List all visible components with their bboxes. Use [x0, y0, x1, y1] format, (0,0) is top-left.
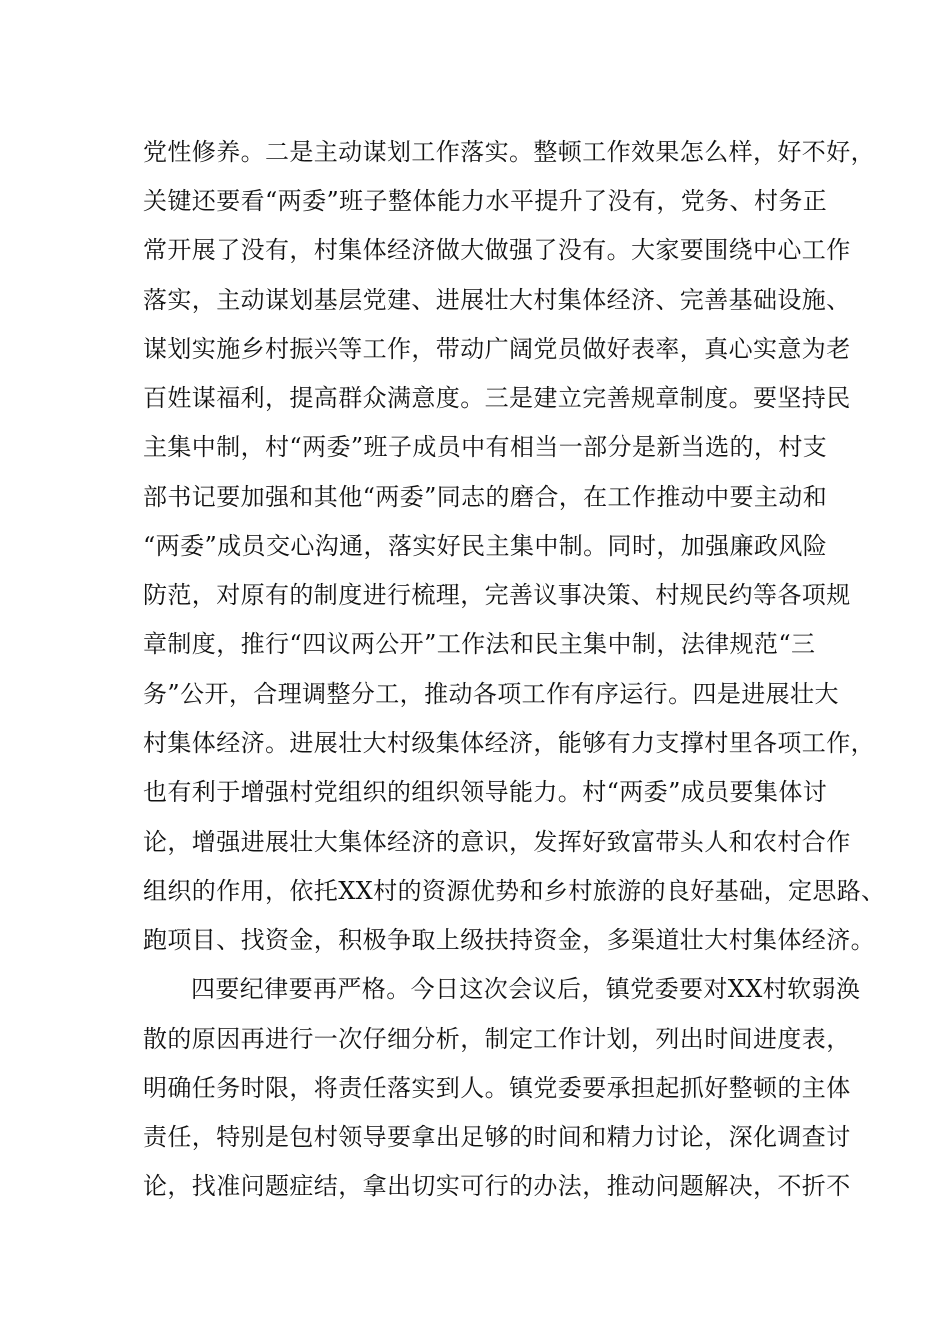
text-line: 组织的作用，依托XX村的资源优势和乡村旅游的良好基础，定思路、	[143, 877, 886, 905]
text-line: 谋划实施乡村振兴等工作，带动广阔党员做好表率，真心实意为老	[143, 335, 851, 363]
text-line: 部书记要加强和其他“两委”同志的磨合，在工作推动中要主动和	[143, 483, 828, 511]
text-line: 常开展了没有，村集体经济做大做强了没有。大家要围绕中心工作	[143, 236, 851, 264]
text-line: 章制度，推行“四议两公开”工作法和民主集中制，法律规范“三	[143, 630, 816, 658]
text-line: 党性修养。二是主动谋划工作落实。整顿工作效果怎么样，好不好，	[143, 138, 875, 166]
text-line: 明确任务时限，将责任落实到人。镇党委要承担起抓好整顿的主体	[143, 1074, 851, 1102]
text-line: 落实，主动谋划基层党建、进展壮大村集体经济、完善基础设施、	[143, 286, 851, 314]
text-line: 论，找准问题症结，拿出切实可行的办法，推动问题解决，不折不	[143, 1172, 851, 1200]
text-line: 村集体经济。进展壮大村级集体经济，能够有力支撑村里各项工作，	[143, 729, 875, 757]
text-line: 主集中制，村“两委”班子成员中有相当一部分是新当选的，村支	[143, 433, 828, 461]
text-line: 务”公开，合理调整分工，推动各项工作有序运行。四是进展壮大	[143, 680, 839, 708]
text-line: 散的原因再进行一次仔细分析，制定工作计划，列出时间进度表，	[143, 1025, 851, 1053]
text-line: 责任，特别是包村领导要拿出足够的时间和精力讨论，深化调查讨	[143, 1123, 851, 1151]
text-line: 也有利于增强村党组织的组织领导能力。村“两委”成员要集体讨	[143, 778, 828, 806]
text-line: 防范，对原有的制度进行梳理，完善议事决策、村规民约等各项规	[143, 581, 851, 609]
paragraph-first-line: 四要纪律要再严格。今日这次会议后，镇党委要对XX村软弱涣	[191, 975, 861, 1003]
text-line: 跑项目、找资金，积极争取上级扶持资金，多渠道壮大村集体经济。	[143, 926, 875, 954]
text-line: 关键还要看“两委”班子整体能力水平提升了没有，党务、村务正	[143, 187, 828, 215]
text-line: 论，增强进展壮大集体经济的意识，发挥好致富带头人和农村合作	[143, 828, 851, 856]
text-line: “两委”成员交心沟通，落实好民主集中制。同时，加强廉政风险	[143, 532, 828, 560]
text-line: 百姓谋福利，提高群众满意度。三是建立完善规章制度。要坚持民	[143, 384, 851, 412]
